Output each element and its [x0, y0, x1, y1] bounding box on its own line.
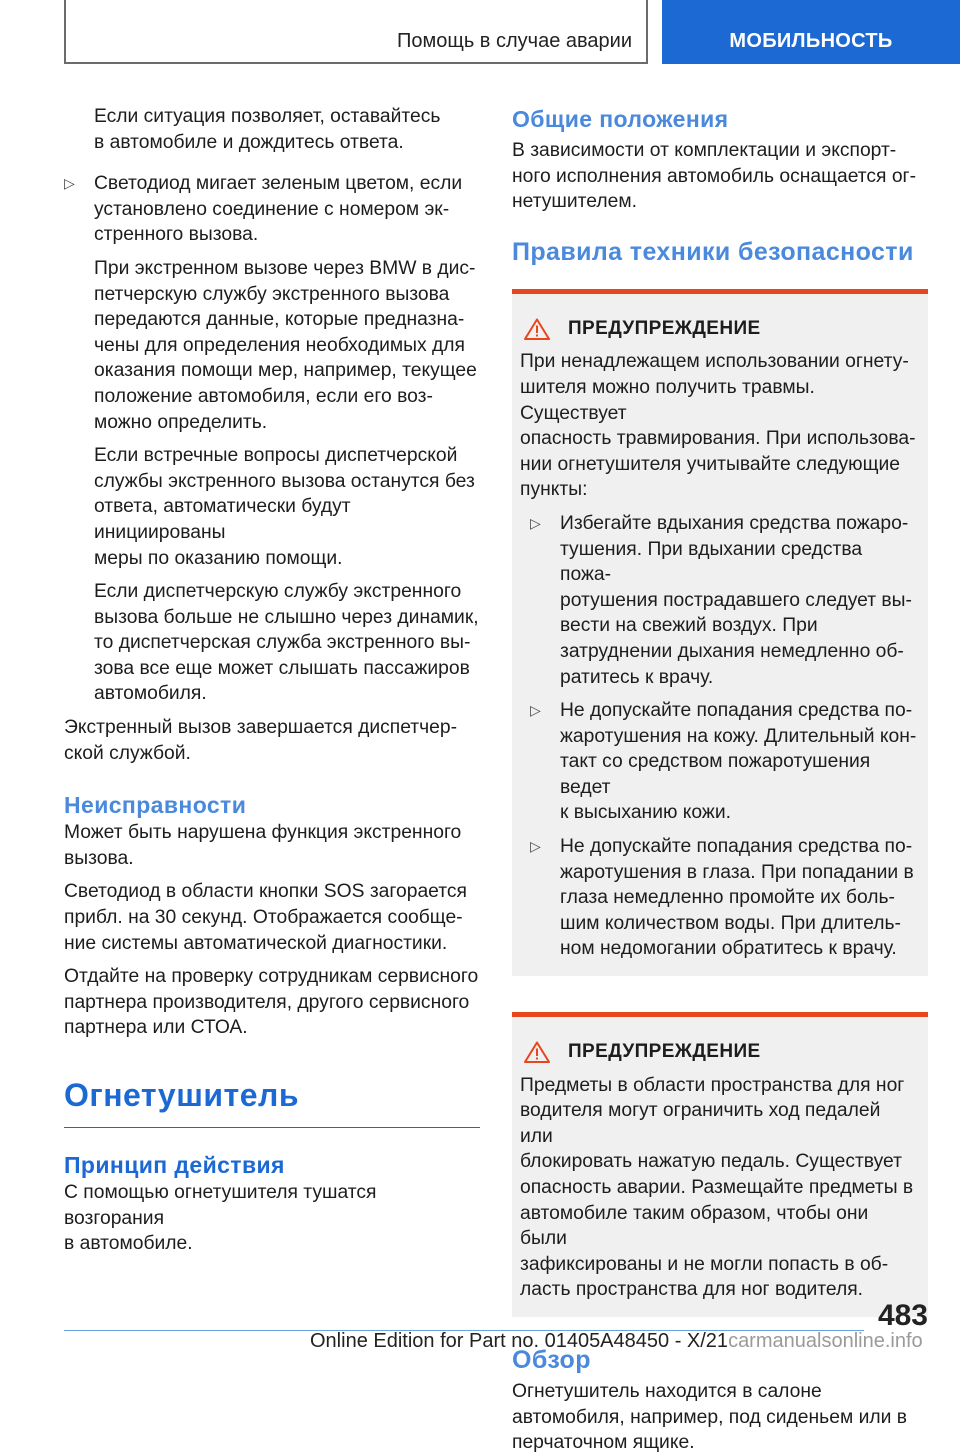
warning-title: ПРЕДУПРЕЖДЕНИЕ [568, 317, 761, 339]
text-line: Не допускайте попадания средства по- [560, 836, 913, 858]
text-line: автомобиля, например, под сиденьем или в [512, 1406, 907, 1428]
text-line: Если диспетчерскую службу экстренного [94, 581, 462, 603]
list-item-text [560, 698, 918, 826]
list-item [64, 171, 480, 248]
text-line: глаза немедленно промойте их боль- [560, 887, 895, 909]
text-line: положение автомобиля, если его воз- [94, 385, 433, 407]
text-line: оказания помощи мер, например, текущее [94, 360, 477, 382]
text-line: ного исполнения автомобиль оснащается ог- [512, 165, 917, 187]
text-line: водителя могут ограничить ход педалей или [520, 1100, 881, 1147]
text-line: Экстренный вызов завершается диспетчер- [64, 717, 458, 739]
warning-text [520, 1073, 918, 1303]
text-line: Отдайте на проверку сотрудникам сервисного [64, 966, 479, 988]
list-item-text [94, 171, 480, 248]
text-line: шим количеством воды. При длитель- [560, 912, 901, 934]
triangle-right-outline-icon: ▷ [64, 175, 75, 192]
text-line: Если встречные вопросы диспетчерской [94, 445, 458, 467]
text-line: С помощью огнетушителя тушатся возгорания [64, 1182, 377, 1229]
text-line: автомобиля. [94, 683, 207, 705]
text-line: В зависимости от комплектации и экспорт- [512, 140, 897, 161]
paragraph [64, 964, 480, 1041]
text-line: Светодиод в области кнопки SOS загорается [64, 881, 467, 903]
text-line: петчерскую службу экстренного вызова [94, 283, 450, 305]
warning-text [520, 349, 918, 503]
list-item-text [560, 834, 918, 962]
warning-box [512, 289, 928, 976]
text-line: жаротушения в глаза. При попадании в [560, 861, 914, 883]
heading-principle: Принцип действия [64, 1152, 285, 1178]
footer-watermark: carmanualsonline.info [728, 1330, 923, 1352]
text-line: к высыханию кожи. [560, 802, 731, 824]
list-item-text [560, 511, 918, 690]
paragraph [64, 820, 480, 871]
triangle-right-outline-icon: ▷ [530, 514, 541, 531]
text-line: меры по оказанию помощи. [94, 547, 343, 569]
text-line: вызова. [64, 847, 134, 869]
text-line: в автомобиле. [64, 1233, 193, 1255]
list-item [530, 834, 918, 962]
text-line: чены для определения необходимых для [94, 334, 465, 356]
text-line: Может быть нарушена функция экстренного [64, 822, 462, 844]
right-column [512, 104, 928, 1456]
page-number: 483 [877, 1299, 928, 1332]
text-line: шителя можно получить травмы. Существует [520, 376, 815, 424]
text-line: пункты: [520, 479, 588, 501]
warning-header [524, 316, 918, 342]
text-line: Не допускайте попадания средства по- [560, 700, 913, 722]
text-line: установлено соединение с номером эк- [94, 198, 450, 220]
text-line: прибл. на 30 секунд. Отображается сообще- [64, 907, 463, 929]
text-line: блокировать нажатую педаль. Существует [520, 1151, 902, 1173]
text-line: ратитесь к врачу. [560, 666, 714, 688]
heading-general: Общие положения [512, 106, 729, 132]
text-line: вести на свежий воздух. При [560, 615, 818, 637]
text-line: Предметы в области пространства для ног [520, 1074, 905, 1096]
text-line: перчаточном ящике. [512, 1432, 695, 1454]
text-line: нии огнетушителя учитывайте следующие [520, 453, 900, 475]
text-line: зафиксированы и не могли попасть в об- [520, 1253, 889, 1275]
text-line: жаротушения на кожу. Длительный кон- [560, 725, 917, 747]
text-line: При экстренном вызове через BMW в дис- [94, 257, 476, 279]
text-line: Избегайте вдыхания средства пожаро- [560, 512, 909, 534]
heading-safety: Правила техники безопасности [512, 237, 914, 266]
text-line: Если ситуация позволяет, оставайтесь [94, 106, 441, 127]
heading-faults: Неисправности [64, 792, 247, 819]
text-line: партнера или СТОА. [64, 1017, 248, 1039]
text-line: вызова больше не слышно через динамик, [94, 606, 479, 628]
warning-box [512, 1012, 928, 1317]
text-line: нетушителем. [512, 191, 637, 213]
list-item [530, 511, 918, 690]
text-line: ном недомогании обратитесь к врачу. [560, 938, 897, 960]
paragraph [64, 256, 480, 435]
text-line: зова все еще может слышать пассажиров [94, 657, 470, 679]
paragraph [512, 1379, 928, 1456]
text-line: ние системы автоматической диагностики. [64, 932, 448, 954]
paragraph [64, 1180, 480, 1257]
text-line: затруднении дыхания немедленно об- [560, 640, 904, 662]
text-line: тушения. При вдыхании средства пожа- [560, 538, 863, 586]
text-line: Огнетушитель находится в салоне [512, 1380, 822, 1402]
warning-triangle-icon [524, 1041, 550, 1063]
warning-triangle-icon [524, 318, 550, 340]
header-section-title: Помощь в случае аварии [397, 30, 632, 52]
text-line: можно определить. [94, 411, 268, 433]
text-line: опасность аварии. Размещайте предметы в [520, 1177, 914, 1198]
paragraph [64, 104, 480, 155]
text-line: в автомобиле и дождитесь ответа. [94, 131, 404, 153]
footer-edition-text: Online Edition for Part no. 01405A48450 - X/21 [310, 1330, 729, 1352]
text-line: службы экстренного вызова останутся без [94, 470, 475, 492]
text-line: передаются данные, которые предназна- [94, 309, 465, 331]
text-line: опасность травмирования. При использова- [520, 428, 916, 450]
paragraph [512, 138, 928, 215]
paragraph [64, 443, 480, 571]
triangle-right-outline-icon: ▷ [530, 838, 541, 855]
text-line: ответа, автоматически будут инициированы [94, 496, 351, 543]
footer-edition [310, 1330, 923, 1353]
paragraph [64, 715, 480, 766]
triangle-right-outline-icon: ▷ [530, 702, 541, 719]
list-item [530, 698, 918, 826]
warning-header [524, 1039, 918, 1065]
header-tab-mobility: МОБИЛЬНОСТЬ [662, 0, 960, 64]
text-line: автомобиле таким образом, чтобы они были [520, 1202, 869, 1250]
left-column [64, 104, 480, 1257]
text-line: При ненадлежащем использовании огнету- [520, 351, 909, 373]
heading-extinguisher: Огнетушитель [64, 1077, 299, 1113]
heading-overview: Обзор [512, 1345, 591, 1374]
text-line: ротушения пострадавшего следует вы- [560, 589, 912, 611]
text-line: то диспетчерская служба экстренного вы- [94, 632, 471, 654]
text-line: такт со средством пожаротушения ведет [560, 751, 871, 798]
text-line: стренного вызова. [94, 224, 259, 246]
text-line: ской службой. [64, 742, 191, 764]
warning-title: ПРЕДУПРЕЖДЕНИЕ [568, 1041, 761, 1063]
paragraph [64, 879, 480, 956]
header-section-box [64, 0, 648, 64]
text-line: партнера производителя, другого сервисного [64, 991, 470, 1013]
text-line: Светодиод мигает зеленым цветом, если [94, 173, 463, 195]
paragraph [64, 579, 480, 707]
text-line: ласть пространства для ног водителя. [520, 1279, 864, 1301]
